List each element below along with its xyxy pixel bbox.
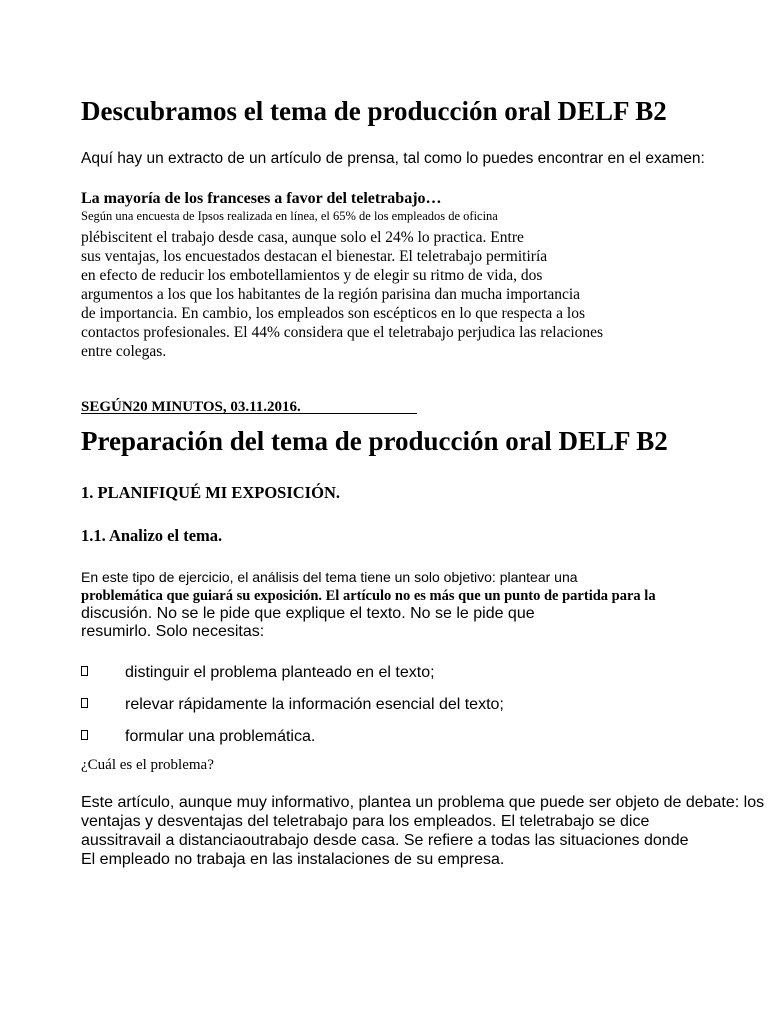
paragraph-line: El empleado no trabaja en las instalaciones de su empresa. <box>81 851 505 868</box>
bullet-box-icon <box>81 698 88 708</box>
question-text: ¿Cuál es el problema? <box>81 757 214 773</box>
list-item-text: relevar rápidamente la información esencial del texto; <box>125 696 504 713</box>
list-item <box>81 695 681 727</box>
paragraph-line: Este artículo, aunque muy informativo, plantea un problema que puede ser objeto de debate: los <box>81 794 765 811</box>
list-item-text: distinguir el problema planteado en el texto; <box>125 664 435 681</box>
paragraph-continuation <box>81 605 535 641</box>
paragraph-line: ventajas y desventajas del teletrabajo para los empleados. El teletrabajo se dice <box>81 813 650 830</box>
section-heading: 1. PLANIFIQUÉ MI EXPOSICIÓN. <box>81 483 340 502</box>
intro-text: Aquí hay un extracto de un artículo de prensa, tal como lo puedes encontrar en el examen: <box>81 150 705 167</box>
article-body <box>81 228 603 361</box>
bullet-list <box>81 663 681 759</box>
page-title: Descubramos el tema de producción oral DELF B2 <box>81 96 667 126</box>
article-headline: La mayoría de los franceses a favor del teletrabajo… <box>81 190 442 207</box>
article-line: de importancia. En cambio, los empleados son escépticos en lo que respecta a los <box>81 305 586 322</box>
paragraph-line: resumirlo. Solo necesitas: <box>81 623 265 640</box>
list-item-text: formular una problemática. <box>125 728 316 745</box>
article-line: sus ventajas, los encuestados destacan el bienestar. El teletrabajo permitiría <box>81 248 548 265</box>
final-paragraph <box>81 793 764 869</box>
paragraph-line: aussitravail a distanciaoutrabajo desde casa. Se refiere a todas las situaciones donde <box>81 832 689 849</box>
bullet-box-icon <box>81 666 88 676</box>
paragraph-line: En este tipo de ejercicio, el análisis del tema tiene un solo objetivo: plantear una <box>81 569 578 585</box>
source-underline <box>81 413 417 414</box>
article-line: plébiscitent el trabajo desde casa, aunque solo el 24% lo practica. Entre <box>81 229 524 246</box>
paragraph-line: discusión. No se le pide que explique el texto. No se le pide que <box>81 605 535 622</box>
article-line: en efecto de reducir los embotellamientos y de elegir su ritmo de vida, dos <box>81 267 543 284</box>
list-item <box>81 727 681 759</box>
article-line: argumentos a los que los habitantes de la región parisina dan mucha importancia <box>81 286 581 303</box>
bullet-box-icon <box>81 730 88 740</box>
article-source: SEGÚN20 MINUTOS, 03.11.2016. <box>81 399 301 415</box>
article-line: entre colegas. <box>81 343 167 360</box>
article-line: contactos profesionales. El 44% considera que el teletrabajo perjudica las relaciones <box>81 324 604 341</box>
paragraph-bold-line: problemática que guiará su exposición. El artículo no es más que un punto de partida para la <box>81 588 656 604</box>
section-title: Preparación del tema de producción oral DELF B2 <box>81 426 668 456</box>
subsection-heading: 1.1. Analizo el tema. <box>81 526 223 545</box>
article-lead: Según una encuesta de Ipsos realizada en línea, el 65% de los empleados de oficina <box>81 209 498 223</box>
list-item <box>81 663 681 695</box>
